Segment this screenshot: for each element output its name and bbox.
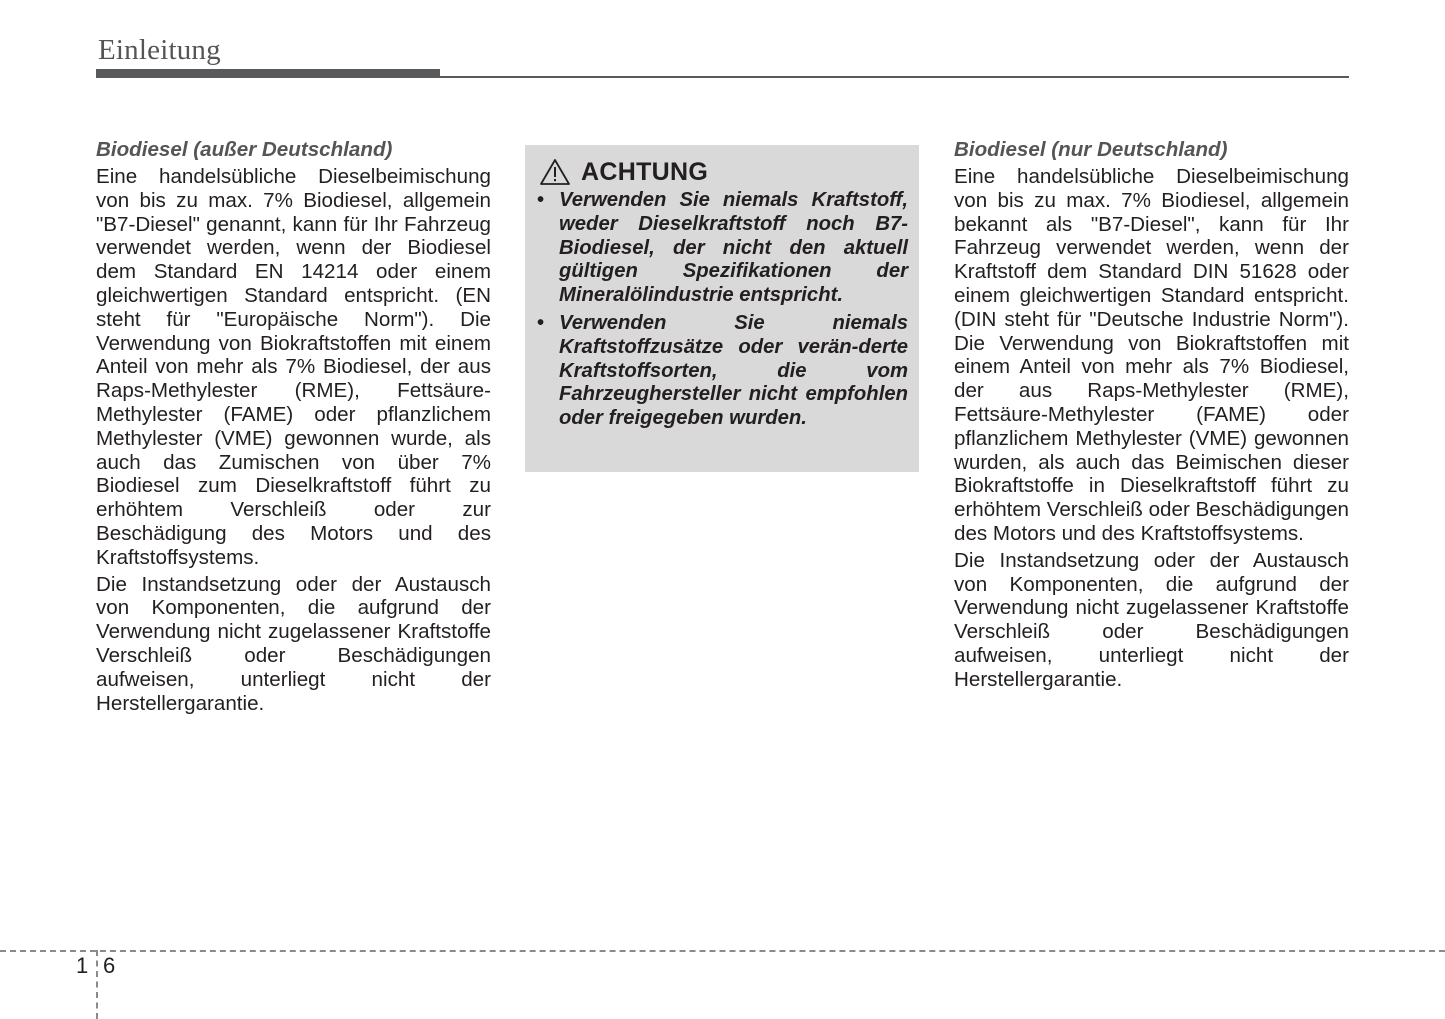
header-rule-thin [440, 76, 1349, 78]
footer-dashed-divider [96, 950, 98, 1019]
warning-item-text: Verwenden Sie niemals Kraftstoff, weder Dieselkraftstoff noch B7-Biodiesel, der nicht den aktuell gültigen Spezifikationen der Mineralölindustrie entspricht. [559, 189, 908, 307]
warning-list [537, 189, 908, 431]
right-column [954, 138, 1349, 695]
warning-item-text: Verwenden Sie niemals Kraftstoffzusätze oder verän-derte Kraftstoffsorten, die vom Fahrzeughersteller nicht empfohlen oder freigegeben wurden. [559, 311, 908, 430]
warning-item [537, 312, 908, 431]
header-rule-thick [96, 69, 440, 78]
right-section-heading: Biodiesel (nur Deutschland) [954, 138, 1228, 161]
left-section-heading: Biodiesel (außer Deutschland) [96, 138, 393, 161]
page-chapter-number: 1 [76, 953, 89, 978]
left-paragraph-1: Eine handelsübliche Dieselbeimischung von bis zu max. 7% Biodiesel, allgemein "B7-Diesel" genannt, kann für Ihr Fahrzeug verwendet werden, wenn der Biodiesel dem Standard EN 14214 oder einem gleichwertigen Standard entspricht. (EN steht für "Europäische Norm"). Die Verwendung von Biokraftstoffen mit einem Anteil von mehr als 7% Biodiesel, der aus Raps-Methylester (RME), Fettsäure-Methylester (FAME) oder pflanzlichem Methylester (VME) gewonnen wurde, als auch das Zumischen von über 7% Biodiesel zum Dieselkraftstoff führt zu erhöhtem Verschleiß oder zur Beschädigung des Motors und des Kraftstoffsystems. [96, 165, 491, 569]
bullet-marker: • [537, 189, 545, 211]
warning-box [525, 145, 919, 472]
page-number: 6 [103, 953, 116, 978]
warning-item [537, 189, 908, 308]
left-paragraph-2: Die Instandsetzung oder der Austausch von Komponenten, die aufgrund der Verwendung nicht zugelassener Kraftstoffe Verschleiß oder Beschädigungen aufweisen, unterliegt nicht der Herstellergarantie. [96, 572, 491, 715]
right-paragraph-2: Die Instandsetzung oder der Austausch von Komponenten, die aufgrund der Verwendung nicht zugelassener Kraftstoffe Verschleiß oder Beschädigungen aufweisen, unterliegt nicht der Herstellergarantie. [954, 548, 1349, 691]
footer-dashed-rule [0, 950, 1445, 952]
warning-header [537, 157, 908, 187]
warning-triangle-icon [539, 158, 571, 186]
left-column [96, 138, 491, 718]
page-header-title: Einleitung [98, 34, 221, 66]
right-paragraph-1: Eine handelsübliche Dieselbeimischung von bis zu max. 7% Biodiesel, allgemein bekannt als "B7-Diesel", kann für Ihr Fahrzeug verwendet werden, wenn der Kraftstoff dem Standard DIN 51628 oder einem gleichwertigen Standard entspricht. (DIN steht für "Deutsche Industrie Norm"). Die Verwendung von Biokraftstoffen mit einem Anteil von mehr als 7% Biodiesel, der aus Raps-Methylester (RME), Fettsäure-Methylester (FAME) oder pflanzlichem Methylester (VME) gewonnen wurden, als auch das Beimischen dieser Biokraftstoffe in Dieselkraftstoff führt zu erhöhtem Verschleiß oder Beschädigungen des Motors und des Kraftstoffsystems. [954, 165, 1349, 545]
warning-title: ACHTUNG [581, 158, 709, 186]
bullet-marker: • [537, 311, 545, 334]
